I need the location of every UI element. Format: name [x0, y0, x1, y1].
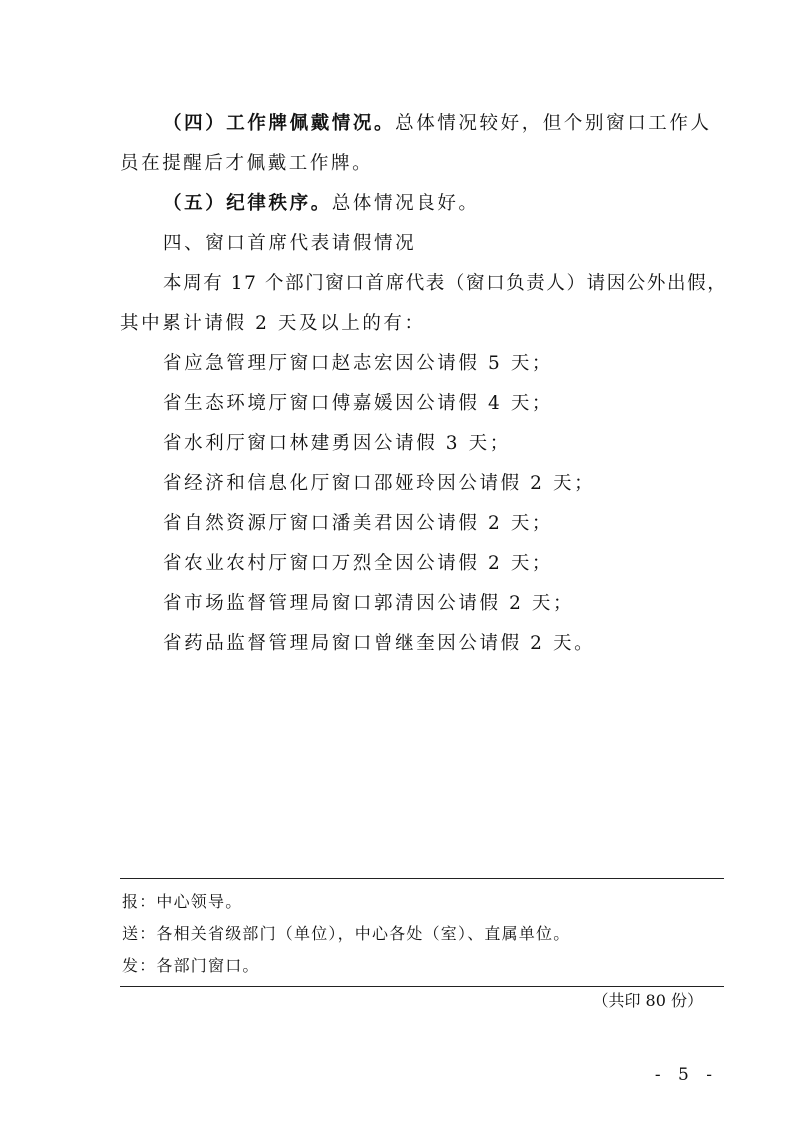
item4-title: （四）工作牌佩戴情况。	[163, 113, 396, 134]
distribution-issue: 发：各部门窗口。	[122, 956, 260, 975]
print-copies: （共印 80 份）	[592, 991, 703, 1010]
page-number: - 5 -	[654, 1065, 718, 1085]
leave-item: 省生态环境厅窗口傅嘉媛因公请假 4 天；	[163, 393, 554, 414]
intro-line2: 其中累计请假 2 天及以上的有：	[120, 313, 426, 334]
distribution-report: 报：中心领导。	[122, 892, 243, 911]
item4-line2: 员在提醒后才佩戴工作牌。	[120, 153, 374, 174]
section-heading-4: 四、窗口首席代表请假情况	[163, 233, 417, 254]
item5-text: 总体情况良好。	[331, 193, 480, 214]
leave-item: 省水利厅窗口林建勇因公请假 3 天；	[163, 433, 511, 454]
distribution-top-rule	[120, 878, 724, 879]
leave-item: 省药品监督管理局窗口曾继奎因公请假 2 天。	[163, 633, 596, 654]
leave-item: 省市场监督管理局窗口郭清因公请假 2 天；	[163, 593, 575, 614]
item4-line1	[163, 104, 725, 144]
leave-item: 省经济和信息化厅窗口邵娅玲因公请假 2 天；	[163, 473, 596, 494]
item5-line	[163, 184, 725, 224]
item4-text: 总体情况较好，但个别窗口工作人	[395, 113, 712, 134]
distribution-send: 送：各相关省级部门（单位），中心各处（室）、直属单位。	[122, 924, 571, 943]
leave-item: 省农业农村厅窗口万烈全因公请假 2 天；	[163, 553, 554, 574]
leave-item: 省应急管理厅窗口赵志宏因公请假 5 天；	[163, 353, 554, 374]
leave-item: 省自然资源厅窗口潘美君因公请假 2 天；	[163, 513, 554, 534]
intro-line1: 本周有 17 个部门窗口首席代表（窗口负责人）请因公外出假，	[163, 273, 728, 294]
item5-title: （五）纪律秩序。	[163, 193, 332, 214]
